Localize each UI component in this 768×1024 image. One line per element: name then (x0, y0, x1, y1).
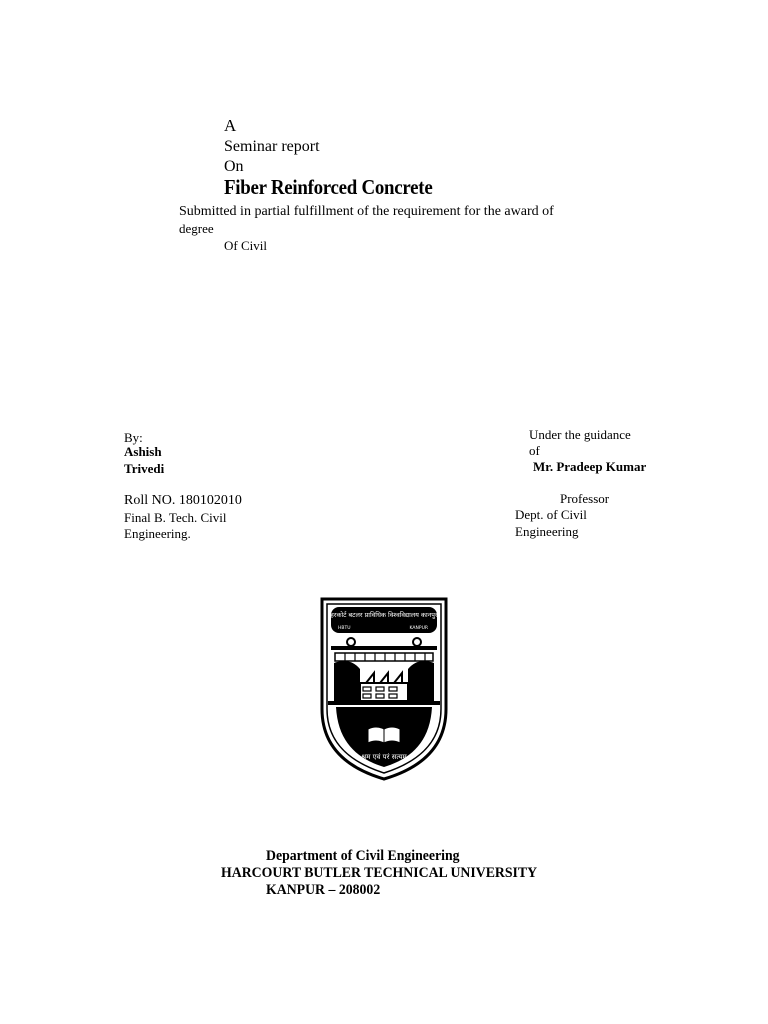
logo-top-text: हरकोर्ट बटलर प्राविधिक विश्वविद्यालय कानपुर (330, 611, 438, 619)
department-name: Department of Civil Engineering (266, 848, 460, 864)
report-title: Fiber Reinforced Concrete (224, 175, 433, 199)
university-city: KANPUR – 208002 (266, 882, 381, 898)
heading-on: On (224, 158, 244, 175)
logo-band-right: KANPUR (409, 626, 428, 631)
guide-dept-line2: Engineering (515, 524, 579, 539)
degree-branch: Of Civil (224, 238, 267, 253)
author-first-name: Ashish (124, 444, 162, 459)
program-line1: Final B. Tech. Civil (124, 510, 227, 525)
submission-statement-line1: Submitted in partial fulfillment of the requirement for the award of (179, 204, 554, 219)
heading-seminar-report: Seminar report (224, 138, 320, 155)
author-last-name: Trivedi (124, 461, 165, 476)
heading-a: A (224, 116, 237, 135)
guide-designation: Professor (560, 491, 610, 506)
guidance-label-line2: of (529, 443, 540, 458)
logo-band-left: HBTU (338, 626, 351, 631)
program-line2: Engineering. (124, 526, 191, 541)
university-logo (320, 597, 448, 781)
roll-number: Roll NO. 180102010 (124, 493, 242, 508)
guide-dept-line1: Dept. of Civil (515, 507, 587, 522)
university-name: HARCOURT BUTLER TECHNICAL UNIVERSITY (221, 865, 538, 881)
submission-statement-line2: degree (179, 221, 214, 236)
logo-motto: श्रम एवं परं सत्यम् (361, 753, 407, 761)
guidance-label-line1: Under the guidance (529, 427, 631, 442)
by-label: By: (124, 430, 143, 445)
guide-name: Mr. Pradeep Kumar (533, 459, 647, 474)
